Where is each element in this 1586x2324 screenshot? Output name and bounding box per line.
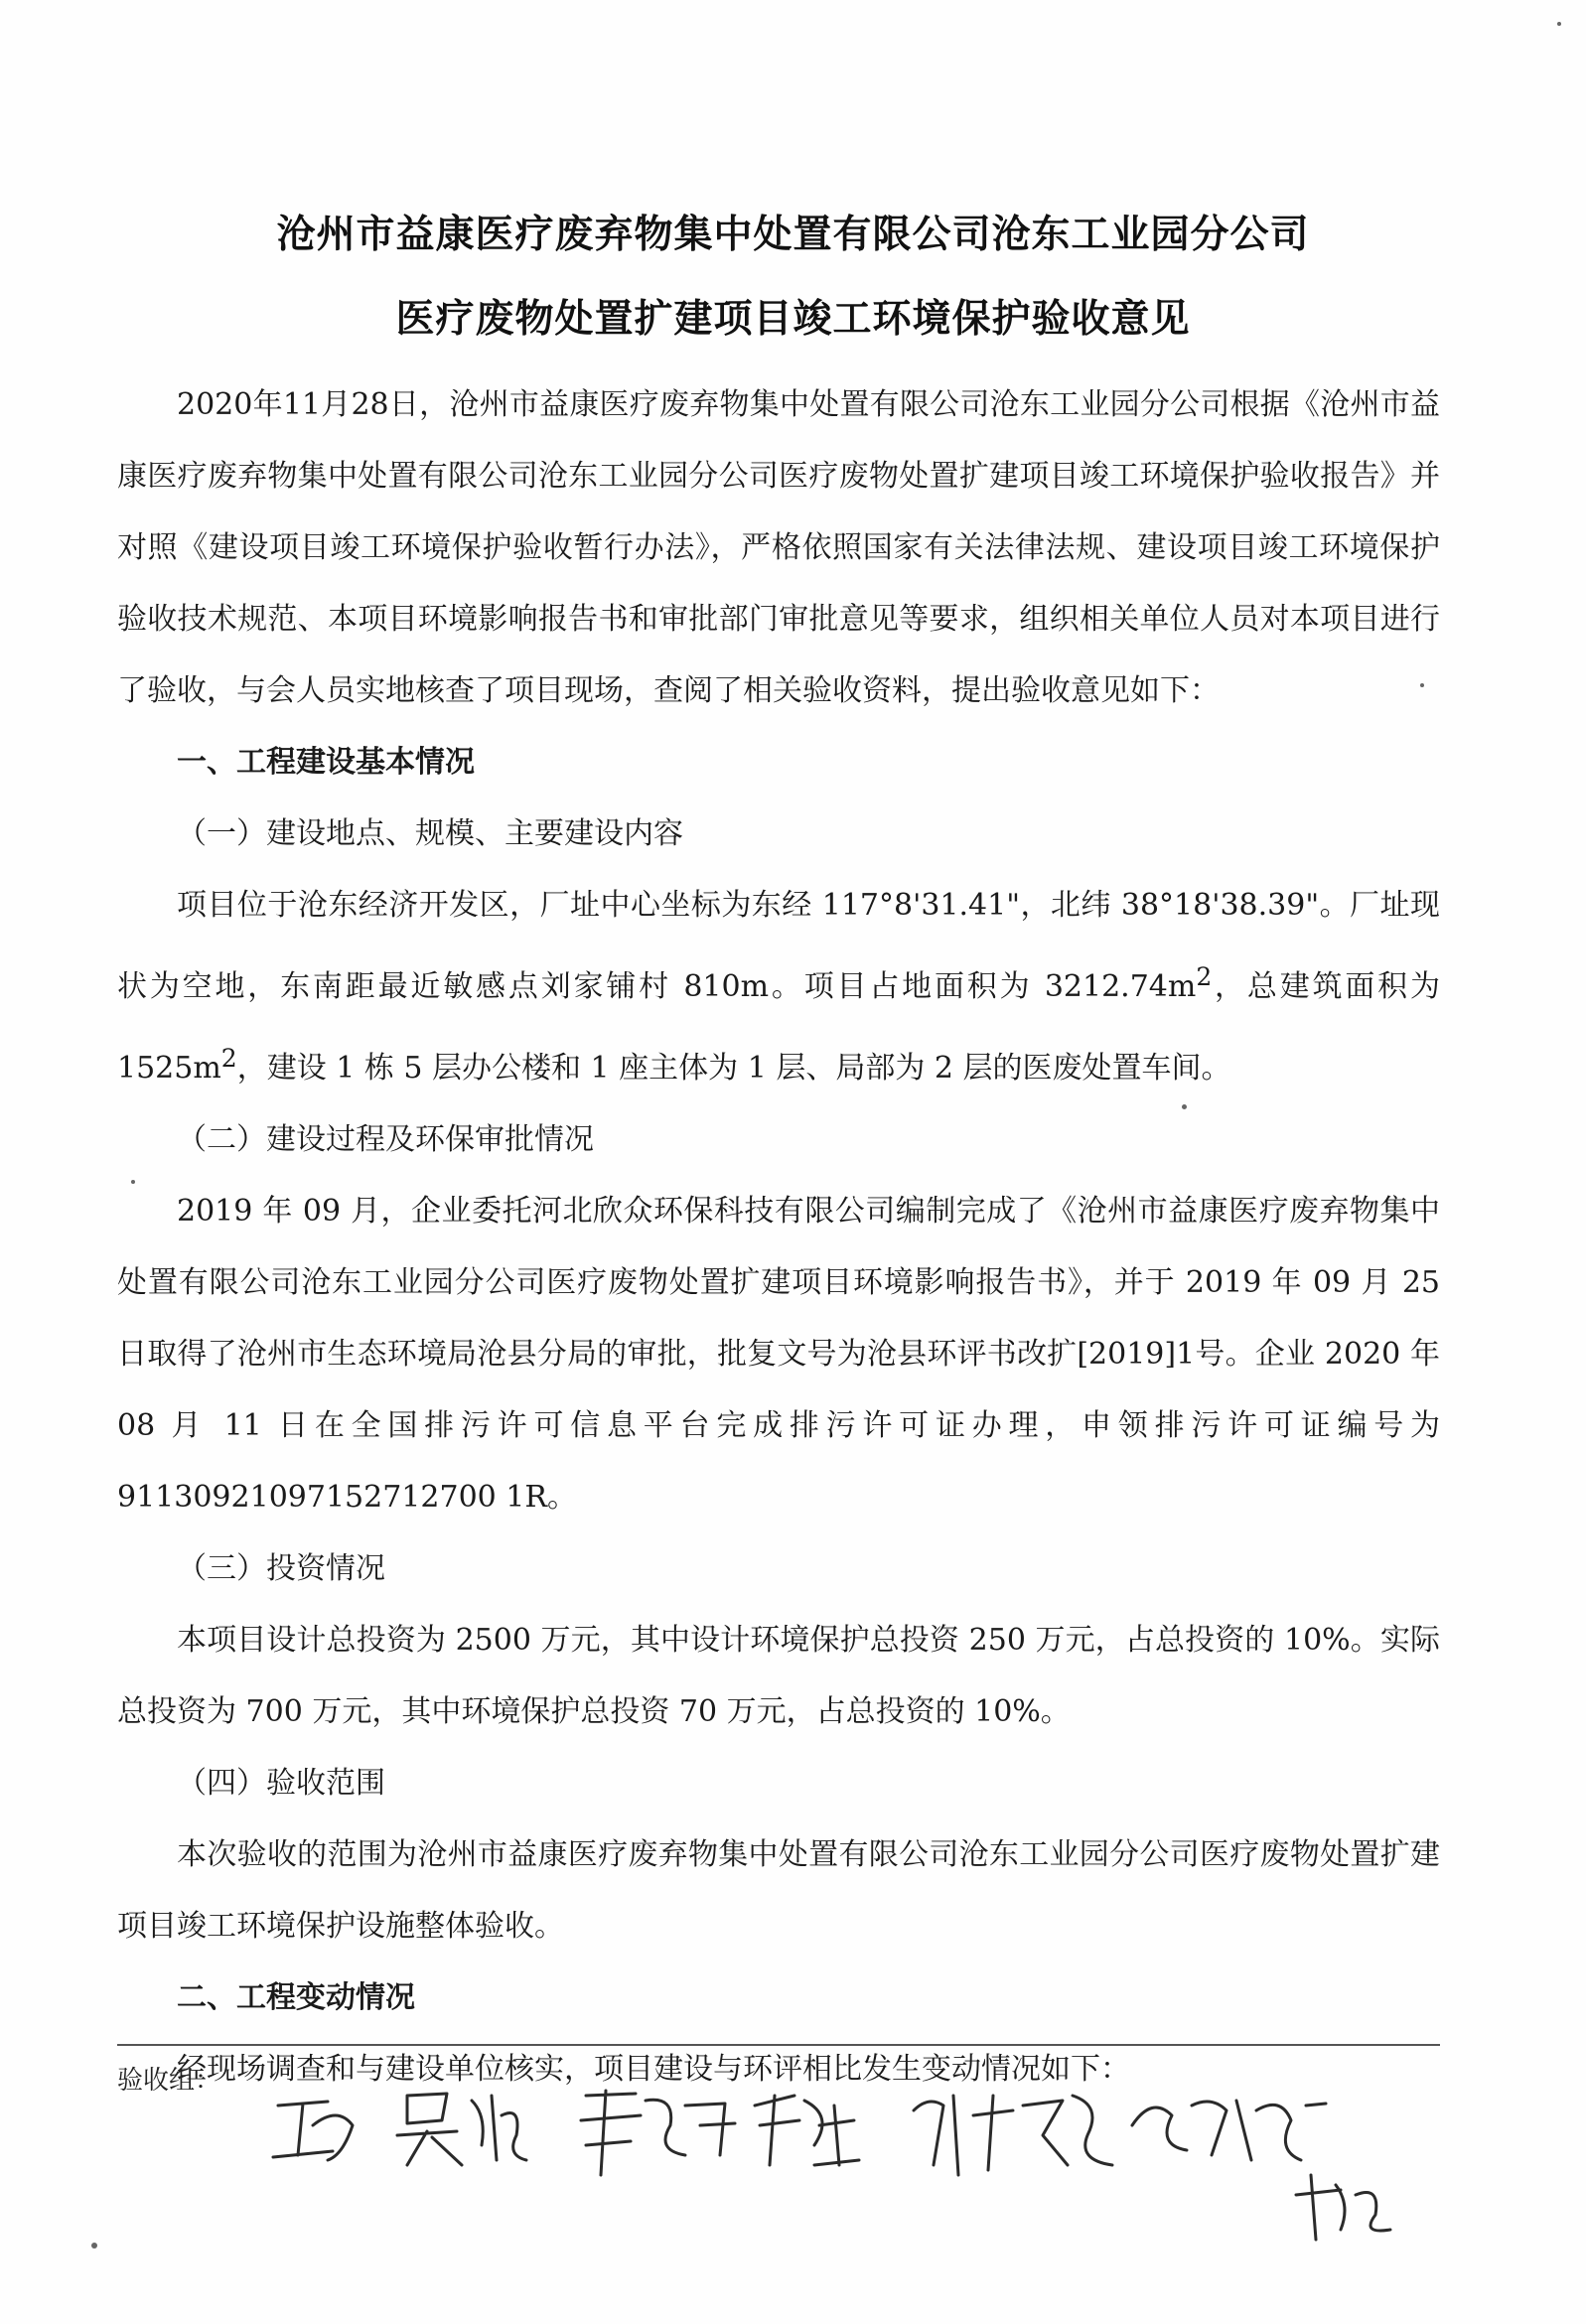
scan-speck [131,1180,135,1184]
subsection-1-text [117,870,1440,1104]
section-2-heading: 二、工程变动情况 [177,1980,415,2015]
section-2-text: 经现场调查和与建设单位核实，项目建设与环评相比发生变动情况如下： [177,2052,1130,2087]
superscript-m2-2: 2 [220,1044,237,1073]
intro-paragraph: 2020年11月28日，沧州市益康医疗废弃物集中处置有限公司沧东工业园分公司根据《沧州市益康医疗废弃物集中处置有限公司沧东工业园分公司医疗废物处置扩建项目竣工环境保护验收报告》并对照《建设项目竣工环境保护验收暂行办法》，严格依照国家有关法律法规、建设项目竣工环境保护验收技术规范、本项目环境影响报告书和审批部门审批意见等要求，组织相关单位人员对本项目进行了验收，与会人员实地核查了项目现场，查阅了相关验收资料，提出验收意见如下： [117,387,1440,708]
handwritten-signatures [258,2066,1500,2254]
subsection-1-text-c: ，建设 1 栋 5 层办公楼和 1 座主体为 1 层、局部为 2 层的医废处置车间。 [236,1051,1231,1086]
subsection-4-text: 本次验收的范围为沧州市益康医疗废弃物集中处置有限公司沧东工业园分公司医疗废物处置扩建项目竣工环境保护设施整体验收。 [117,1837,1440,1944]
scan-speck [1182,1104,1187,1109]
scan-speck [1420,683,1424,687]
acceptance-group-label: 验收组： [117,2066,221,2096]
scan-speck [91,2243,97,2249]
document-title-line-1: 沧州市益康医疗废弃物集中处置有限公司沧东工业园分公司 [276,213,1310,257]
subsection-1-text-b: ，总建筑面积为 1525m [117,969,1440,1086]
subsection-3-heading: （三）投资情况 [177,1551,385,1586]
subsection-4-heading: （四）验收范围 [177,1766,385,1801]
signature-2 [397,2094,526,2165]
signature-6 [1132,2101,1326,2160]
signature-divider [117,2044,1440,2046]
signature-1 [273,2102,353,2160]
signature-3 [581,2091,735,2175]
subsection-3-text: 本项目设计总投资为 2500 万元，其中设计环境保护总投资 250 万元，占总投资的 10%。实际总投资为 700 万元，其中环境保护总投资 70 万元，占总投资的 10%。 [117,1623,1440,1729]
subsection-2-text: 2019 年 09 月，企业委托河北欣众环保科技有限公司编制完成了《沧州市益康医疗废弃物集中处置有限公司沧东工业园分公司医疗废物处置扩建项目环境影响报告书》，并于 2019 年 09 月 25 日取得了沧州市生态环境局沧县分局的审批，批复文号为沧县环评书改扩[2019]1号。企业 2020 年 08 月 11 日在全国排污许可信息平台完成排污许可证办理，申领排污许可证编号为 91130921097152712700 1R。 [117,1194,1440,1515]
subsection-1-heading: （一）建设地点、规模、主要建设内容 [177,816,683,851]
document-title-line-2: 医疗废物处置扩建项目竣工环境保护验收意见 [395,297,1191,342]
subsection-1-text-a: 项目位于沧东经济开发区，厂址中心坐标为东经 117°8'31.41"，北纬 38°18'38.39"。厂址现状为空地，东南距最近敏感点刘家铺村 810m。项目占地面积为 3212.74m [117,888,1440,1004]
signature-5 [914,2096,1112,2175]
scan-speck [1557,22,1561,26]
subsection-2-heading: （二）建设过程及环保审批情况 [177,1122,594,1157]
document-body [117,369,1440,2106]
section-1-heading: 一、工程建设基本情况 [177,745,475,780]
signature-4 [755,2096,859,2165]
signature-7 [1296,2175,1390,2240]
superscript-m2-1: 2 [1196,962,1213,991]
